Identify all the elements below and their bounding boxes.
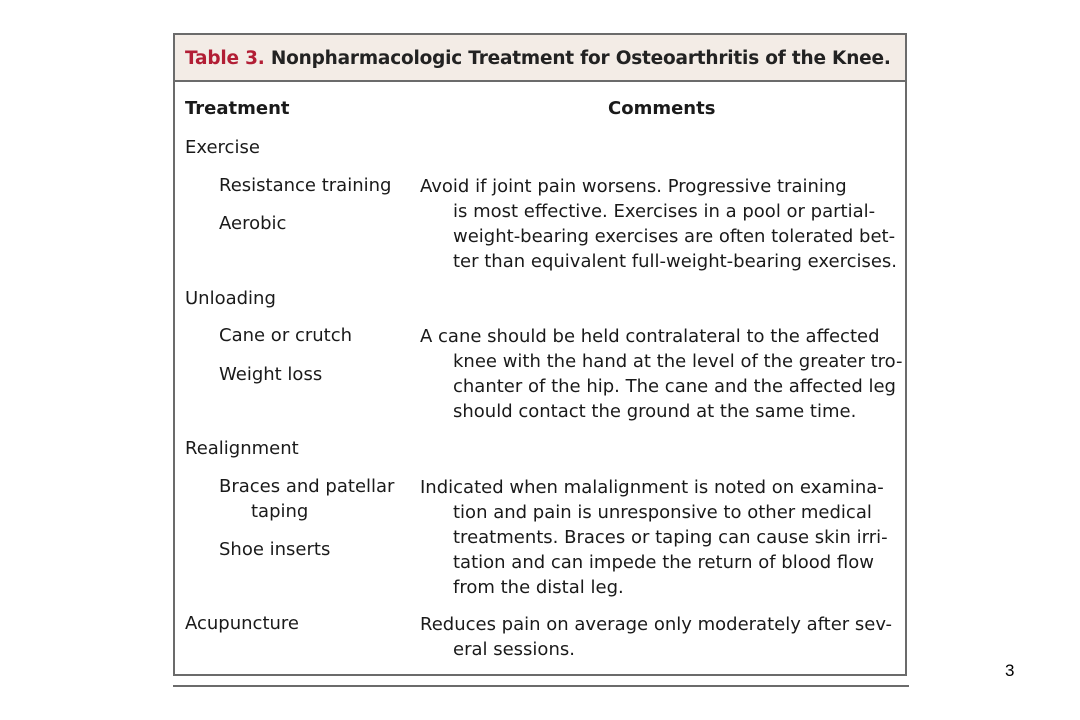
treatment-resistance-training: Resistance training: [219, 175, 392, 196]
comment-line: weight-bearing exercises are often tolerated bet-: [453, 226, 896, 247]
comment-line: Avoid if joint pain worsens. Progressive training: [420, 176, 847, 197]
treatment-braces-and-patellar: Braces and patellar: [219, 476, 395, 497]
comment-line: Indicated when malalignment is noted on examina-: [420, 477, 884, 498]
category-realignment: Realignment: [185, 438, 299, 459]
comment-line: is most effective. Exercises in a pool or partial-: [453, 201, 876, 222]
comment-unloading: [420, 324, 903, 424]
treatment-weight-loss: Weight loss: [219, 364, 323, 385]
comment-line: chanter of the hip. The cane and the affected leg: [453, 376, 896, 397]
comment-line: Reduces pain on average only moderately after sev-: [420, 614, 893, 635]
table-label: Table 3.: [185, 48, 265, 69]
bottom-rule: [173, 685, 909, 687]
column-header-comments: Comments: [608, 98, 716, 119]
comment-line: tion and pain is unresponsive to other medical: [453, 502, 872, 523]
comment-line: A cane should be held contralateral to the affected: [420, 326, 880, 347]
table-header: [175, 35, 905, 82]
treatment-taping: taping: [251, 501, 309, 522]
comment-line: tation and can impede the return of blood flow: [453, 552, 874, 573]
comment-exercise: [420, 174, 897, 274]
comment-line: ter than equivalent full-weight-bearing exercises.: [453, 251, 898, 272]
treatment-aerobic: Aerobic: [219, 213, 287, 234]
comment-line: treatments. Braces or taping can cause skin irri-: [453, 527, 888, 548]
comment-line: knee with the hand at the level of the greater tro-: [453, 351, 903, 372]
comment-line: eral sessions.: [453, 639, 575, 660]
comment-realignment: [420, 475, 888, 600]
category-exercise: Exercise: [185, 137, 260, 158]
comment-line: should contact the ground at the same time.: [453, 401, 857, 422]
comment-acupuncture: [420, 612, 892, 662]
treatment-shoe-inserts: Shoe inserts: [219, 539, 331, 560]
table-title: [185, 48, 891, 69]
page-number: 3: [1005, 661, 1015, 680]
comment-line: from the distal leg.: [453, 577, 624, 598]
category-unloading: Unloading: [185, 288, 276, 309]
column-header-treatment: Treatment: [185, 98, 290, 119]
table-frame: [173, 33, 907, 676]
treatment-cane-or-crutch: Cane or crutch: [219, 325, 353, 346]
table-title-text: Nonpharmacologic Treatment for Osteoarthritis of the Knee.: [270, 48, 891, 69]
category-acupuncture: Acupuncture: [185, 613, 299, 634]
